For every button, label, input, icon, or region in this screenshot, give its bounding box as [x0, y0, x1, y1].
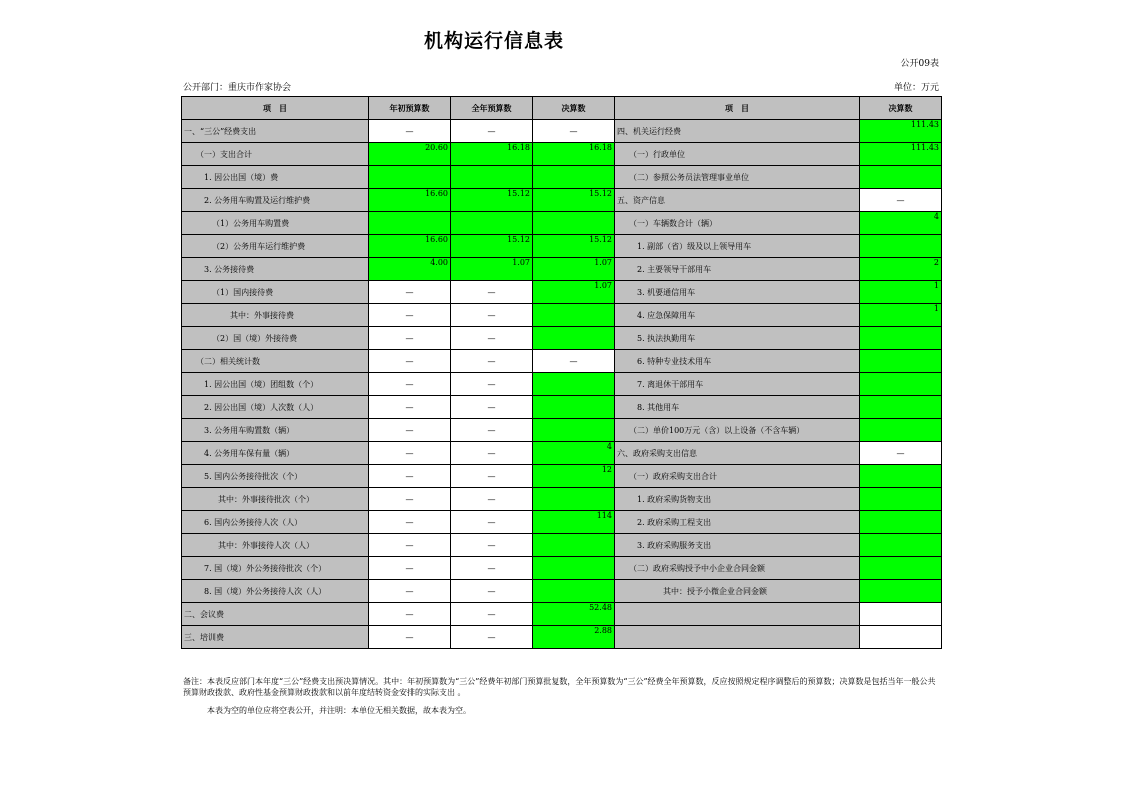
cell-budget-init [369, 212, 451, 235]
cell-budget-init: — [369, 373, 451, 396]
cell-budget-init: — [369, 327, 451, 350]
cell-budget-init: — [369, 120, 451, 143]
table-row [182, 465, 942, 488]
row-label-right: （一）行政单位 [615, 143, 860, 166]
table-row [182, 258, 942, 281]
row-label-right [615, 603, 860, 626]
cell-final-right [860, 350, 942, 373]
row-label-right: （一）车辆数合计（辆） [615, 212, 860, 235]
cell-final-right [860, 327, 942, 350]
cell-final-right [860, 534, 942, 557]
row-label: 2. 因公出国（境）人次数（人） [182, 396, 369, 419]
row-label-right [615, 626, 860, 649]
cell-budget-full: — [451, 580, 533, 603]
cell-budget-full: — [451, 350, 533, 373]
cell-final: 16.18 [533, 143, 615, 166]
cell-final: 15.12 [533, 235, 615, 258]
cell-budget-init: — [369, 580, 451, 603]
row-label-right: 4. 应急保障用车 [615, 304, 860, 327]
row-label: 6. 国内公务接待人次（人） [182, 511, 369, 534]
cell-final-right: 2 [860, 258, 942, 281]
cell-budget-full: 15.12 [451, 235, 533, 258]
cell-budget-full: — [451, 304, 533, 327]
cell-final-right: 4 [860, 212, 942, 235]
row-label: 二、会议费 [182, 603, 369, 626]
row-label-right: 3. 机要通信用车 [615, 281, 860, 304]
table-row [182, 580, 942, 603]
cell-final: 114 [533, 511, 615, 534]
row-label: 1. 因公出国（境）费 [182, 166, 369, 189]
cell-budget-full: — [451, 281, 533, 304]
cell-final-right [860, 603, 942, 626]
cell-budget-init: — [369, 396, 451, 419]
cell-final-right [860, 557, 942, 580]
page-title: 机构运行信息表 [424, 30, 565, 52]
table-row [182, 511, 942, 534]
header-budget-init: 年初预算数 [369, 97, 451, 120]
cell-budget-full: — [451, 373, 533, 396]
cell-budget-full: — [451, 557, 533, 580]
cell-final-right: 111.43 [860, 120, 942, 143]
row-label: （1）公务用车购置费 [182, 212, 369, 235]
cell-budget-init: 4.00 [369, 258, 451, 281]
row-label-right: （二）政府采购授予中小企业合同金额 [615, 557, 860, 580]
cell-budget-init: — [369, 603, 451, 626]
cell-budget-full: — [451, 534, 533, 557]
cell-budget-init: — [369, 488, 451, 511]
cell-budget-full [451, 166, 533, 189]
row-label: 其中：外事接待费 [182, 304, 369, 327]
row-label: 8. 国（境）外公务接待人次（人） [182, 580, 369, 603]
row-label-right: 1. 副部（省）级及以上领导用车 [615, 235, 860, 258]
row-label-right: 5. 执法执勤用车 [615, 327, 860, 350]
table-header-row [182, 97, 942, 120]
cell-budget-init [369, 166, 451, 189]
row-label: 其中：外事接待批次（个） [182, 488, 369, 511]
table-row [182, 235, 942, 258]
cell-budget-init: 16.60 [369, 235, 451, 258]
cell-budget-full: — [451, 419, 533, 442]
row-label-right: 7. 离退休干部用车 [615, 373, 860, 396]
row-label-right: （二）参照公务员法管理事业单位 [615, 166, 860, 189]
row-label: （1）国内接待费 [182, 281, 369, 304]
row-label-right: 五、资产信息 [615, 189, 860, 212]
cell-final [533, 212, 615, 235]
cell-final-right [860, 580, 942, 603]
row-label: 5. 国内公务接待批次（个） [182, 465, 369, 488]
row-label: 一、“三公”经费支出 [182, 120, 369, 143]
cell-final-right: — [860, 442, 942, 465]
cell-final [533, 488, 615, 511]
cell-budget-init: 20.60 [369, 143, 451, 166]
cell-budget-full: 15.12 [451, 189, 533, 212]
table-row [182, 534, 942, 557]
cell-final-right: 1 [860, 304, 942, 327]
table-row [182, 603, 942, 626]
cell-budget-init: — [369, 350, 451, 373]
cell-budget-full: — [451, 396, 533, 419]
row-label: 2. 公务用车购置及运行维护费 [182, 189, 369, 212]
cell-budget-init: 16.60 [369, 189, 451, 212]
row-label-right: 1. 政府采购货物支出 [615, 488, 860, 511]
row-label: 3. 公务接待费 [182, 258, 369, 281]
cell-budget-full: — [451, 626, 533, 649]
row-label: 3. 公务用车购置数（辆） [182, 419, 369, 442]
cell-budget-init: — [369, 511, 451, 534]
cell-final-right [860, 488, 942, 511]
row-label: （二）相关统计数 [182, 350, 369, 373]
header-item-right: 项 目 [615, 97, 860, 120]
cell-final [533, 396, 615, 419]
cell-budget-init: — [369, 557, 451, 580]
footnote-empty-table: 本表为空的单位应将空表公开，并注明：本单位无相关数据，故本表为空。 [207, 706, 471, 715]
cell-final [533, 373, 615, 396]
row-label-right: 其中：授予小微企业合同金额 [615, 580, 860, 603]
cell-budget-init: — [369, 442, 451, 465]
table-row [182, 557, 942, 580]
row-label-right: 8. 其他用车 [615, 396, 860, 419]
header-item-left: 项 目 [182, 97, 369, 120]
cell-budget-init: — [369, 304, 451, 327]
table-row [182, 281, 942, 304]
header-final-right: 决算数 [860, 97, 942, 120]
row-label: 三、培训费 [182, 626, 369, 649]
row-label-right: 六、政府采购支出信息 [615, 442, 860, 465]
cell-budget-full: — [451, 327, 533, 350]
cell-budget-full: — [451, 465, 533, 488]
cell-final: 1.07 [533, 281, 615, 304]
cell-final: 2.88 [533, 626, 615, 649]
cell-final-right: 1 [860, 281, 942, 304]
cell-final-right: 111.43 [860, 143, 942, 166]
cell-budget-full: 16.18 [451, 143, 533, 166]
table-row [182, 626, 942, 649]
cell-final: — [533, 120, 615, 143]
cell-final [533, 580, 615, 603]
row-label: 4. 公务用车保有量（辆） [182, 442, 369, 465]
cell-budget-full: — [451, 120, 533, 143]
cell-final-right [860, 373, 942, 396]
cell-final-right [860, 626, 942, 649]
row-label: （一）支出合计 [182, 143, 369, 166]
row-label-right: （二）单价100万元（含）以上设备（不含车辆） [615, 419, 860, 442]
table-row [182, 396, 942, 419]
table-row [182, 166, 942, 189]
cell-final: 52.48 [533, 603, 615, 626]
cell-final: — [533, 350, 615, 373]
cell-budget-init: — [369, 465, 451, 488]
cell-budget-init: — [369, 534, 451, 557]
row-label-right: 四、机关运行经费 [615, 120, 860, 143]
cell-budget-full: — [451, 511, 533, 534]
row-label-right: 2. 主要领导干部用车 [615, 258, 860, 281]
row-label-right: 2. 政府采购工程支出 [615, 511, 860, 534]
table-row [182, 373, 942, 396]
cell-budget-init: — [369, 419, 451, 442]
cell-final-right [860, 465, 942, 488]
cell-final: 1.07 [533, 258, 615, 281]
cell-final-right [860, 419, 942, 442]
row-label: （2）国（境）外接待费 [182, 327, 369, 350]
cell-final [533, 304, 615, 327]
info-table [181, 96, 942, 649]
cell-budget-full [451, 212, 533, 235]
department-label: 公开部门：重庆市作家协会 [183, 83, 292, 93]
cell-budget-full: — [451, 442, 533, 465]
cell-final: 15.12 [533, 189, 615, 212]
footnote: 备注：本表反应部门本年度“三公”经费支出预决算情况。其中：年初预算数为“三公”经费年初部门预算批复数，全年预算数为“三公”经费全年预算数，反应按照规定程序调整后的预算数；决算数是包括当年一般公共预算财政拨款、政府性基金预算财政拨款和以前年度结转资金安排的实际支出 。 [183, 677, 936, 697]
cell-final-right [860, 235, 942, 258]
header-final-left: 决算数 [533, 97, 615, 120]
cell-final-right: — [860, 189, 942, 212]
row-label-right: 6. 特种专业技术用车 [615, 350, 860, 373]
table-row [182, 442, 942, 465]
table-row [182, 419, 942, 442]
cell-budget-full: 1.07 [451, 258, 533, 281]
form-number: 公开09表 [900, 59, 939, 69]
cell-final-right [860, 511, 942, 534]
row-label: 7. 国（境）外公务接待批次（个） [182, 557, 369, 580]
cell-budget-init: — [369, 281, 451, 304]
cell-final [533, 166, 615, 189]
cell-final-right [860, 166, 942, 189]
table-row [182, 120, 942, 143]
cell-final [533, 327, 615, 350]
table-row [182, 304, 942, 327]
cell-budget-full: — [451, 488, 533, 511]
row-label-right: （一）政府采购支出合计 [615, 465, 860, 488]
table-row [182, 327, 942, 350]
table-row [182, 143, 942, 166]
header-budget-full: 全年预算数 [451, 97, 533, 120]
row-label-right: 3. 政府采购服务支出 [615, 534, 860, 557]
unit-label: 单位：万元 [893, 83, 939, 93]
cell-final [533, 557, 615, 580]
table-row [182, 189, 942, 212]
cell-budget-full: — [451, 603, 533, 626]
table-row [182, 212, 942, 235]
cell-final: 12 [533, 465, 615, 488]
row-label: 1. 因公出国（境）团组数（个） [182, 373, 369, 396]
cell-final: 4 [533, 442, 615, 465]
cell-budget-init: — [369, 626, 451, 649]
cell-final [533, 419, 615, 442]
table-row [182, 350, 942, 373]
table-row [182, 488, 942, 511]
cell-final-right [860, 396, 942, 419]
row-label: （2）公务用车运行维护费 [182, 235, 369, 258]
row-label: 其中：外事接待人次（人） [182, 534, 369, 557]
cell-final [533, 534, 615, 557]
